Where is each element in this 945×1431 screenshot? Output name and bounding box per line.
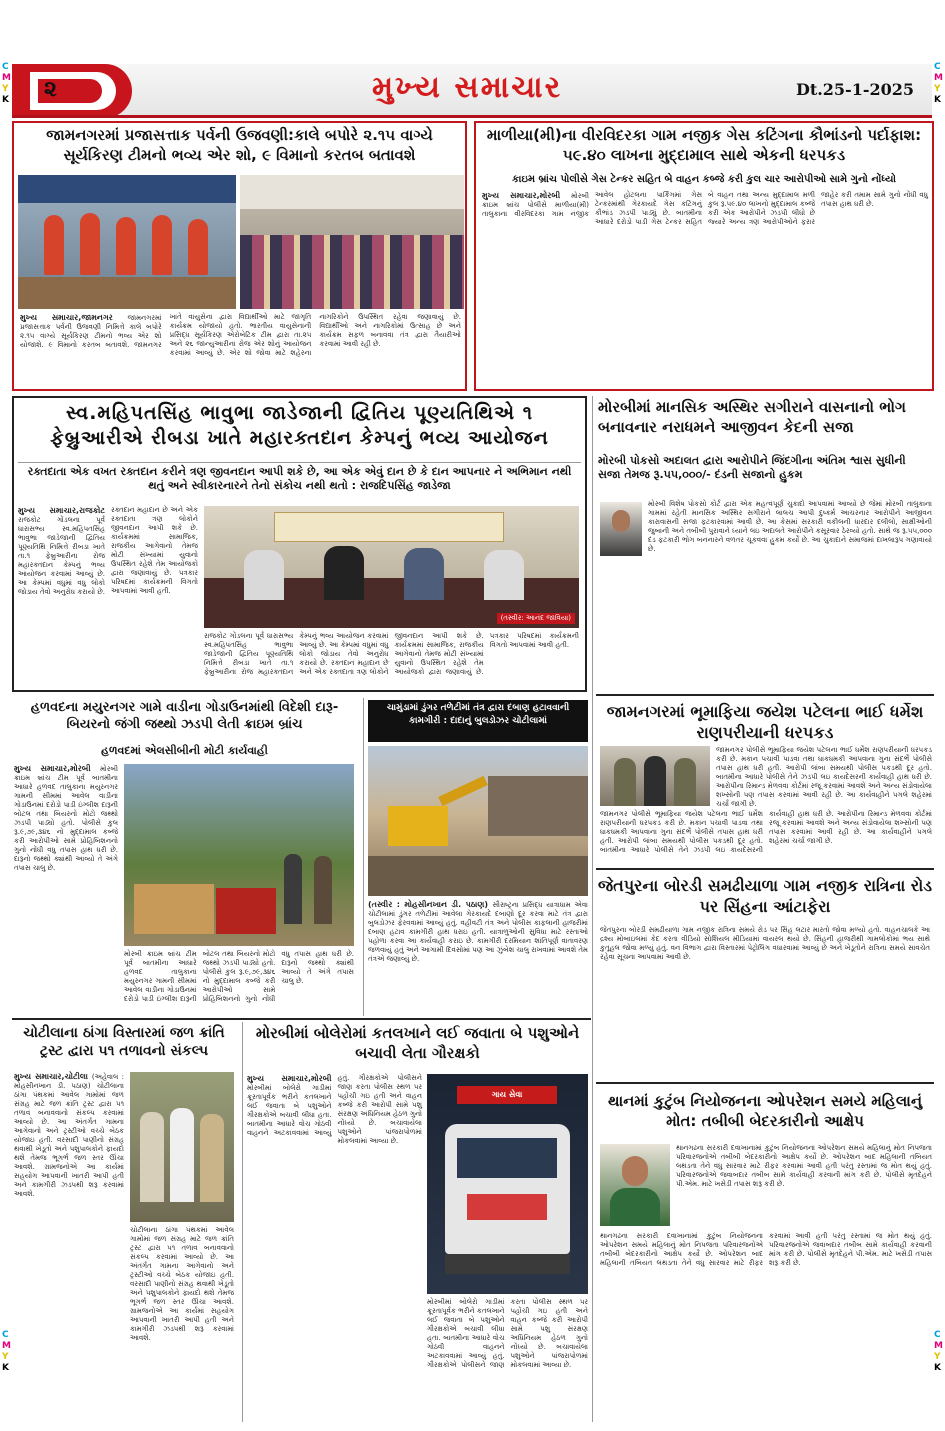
cmyk-c: C [934, 62, 941, 72]
subheadline: મોરબી પોકસો અદાલત દ્વારા આરોપીને જિંદગીના અંતિમ શ્વાસ સુધીની સજા તેમજ રૂ.૫૫,૦૦૦/- દંડની સજાનો હુકમ [598, 454, 906, 482]
article-body-right [427, 1298, 588, 1418]
article-body-right [204, 632, 579, 690]
article-morbi-cattle-rescue [242, 1022, 591, 1422]
headline: જામનગરમાં ભૂમાફિયા જયેશ પટેલના ભાઈ ધર્મેશ રાણપરીયાની ધરપકડ [606, 702, 924, 742]
report-credit: (અહેવાલ : મોહસીનખાન ડી. પઠાણ) [14, 1073, 125, 1090]
photo-trust-meeting [130, 1072, 234, 1222]
headline: ચોટીલાના ઠાંગા વિસ્તારમાં જળ ક્રાંતિ ટ્રસ્ટ દ્વારા ૫૧ તળાવનો સંકલ્પ [23, 1025, 225, 1060]
cmyk-k: K [934, 95, 941, 105]
body-text: ચોટીલાના ઠાંગા પંથકમાં આવેલ ગામોમાં જળ સંગ્રહ માટે જળ ક્રાંતિ ટ્રસ્ટ દ્વારા ૫૧ તળાવ બનાવવાનો સંકલ્પ કરવામાં આવ્યો છે. આ અંતર્ગત ગામના આગેવાનો અને ટ્રસ્ટીઓ વચ્ચે બેઠક યોજાઇ હતી. વરસાદી પાણીનો સંગ્રહ થવાથી ખેડૂતો અને પશુપાલકોને ફાયદો થશે તેમજ ભૂગર્ભ જળ સ્તર ઊંચા આવશે. ગ્રામજનોએ આ કાર્યમાં સહયોગ આપવાની ખાતરી આપી હતી અને કામગીરી ઝડપથી શરૂ કરવામાં આવશે. [14, 1082, 124, 1198]
article-body-bottom [600, 810, 932, 866]
headline: સ્વ.મહિપતસિંહ ભાવુભા જાડેજાની દ્વિતિય પૂણ્યતિથિએ ૧ ફેબ્રુઆરીએ રીબડા ખાતે મહારક્તદાન કેમ્પનું ભવ્ય આયોજન [50, 402, 549, 449]
cmyk-m: M [2, 1341, 11, 1351]
article-body-right [124, 950, 354, 1012]
cmyk-marks-right-bottom [934, 1330, 943, 1374]
article-body-right [130, 1226, 234, 1418]
article-jamnagar-airshow [12, 121, 467, 391]
headline: માળીયા(મી)ના વીરવિદરકા ગામ નજીક ગેસ કટિંગના કૌભાંડનો પર્દાફાશ: ૫૯.૪૦ લાખના મુદ્દામાલ સાથે એકની ધરપકડ [486, 126, 922, 164]
article-chotila-demolition [363, 698, 591, 1016]
body-text: જામનગર પોલીસે ભૂમાફિયા જયેશ પટેલના ભાઈ ધર્મેશ રાણપરીયાની ધરપકડ કરી છે. મકાન પચાવી પાડવા તથા ધાકધમકી આપવાના ગુના સંદર્ભે પોલીસે તપાસ હાથ ધરી હતી. આરોપી લાંબા સમયથી પોલીસ પકડથી દૂર હતો. બાતમીના આધારે પોલીસે તેને ઝડપી લઇ કાયદેસરની કાર્યવાહી હાથ ધરી છે. આરોપીના રિમાન્ડ મેળવવા કોર્ટમાં રજૂ કરવામાં આવશે અને અન્ય સંડોવાયેલા શખ્સોની પણ તપાસ કરવામાં આવી રહી છે. આ કાર્યવાહીને પગલે શહેરમાં ચર્ચા જાગી છે. [600, 810, 932, 854]
article-morbi-pocso-verdict [596, 396, 934, 696]
article-body-top [716, 746, 932, 806]
photo-audience [240, 175, 464, 309]
body-text: મોરબી ક્રાઇમ બ્રાંચ ટીમ પૂર્વ બાતમીના આધારે હળવદ તાલુકાના મયુરનગર ગામની સીમમાં આવેલ વાડીના ગોડાઉનમાં દરોડો પાડી ઇંગ્લીશ દારૂની બોટલ તથા બિયરનો મોટો જથ્થો ઝડપી પાડ્યો હતો. પોલીસે કુલ રૂ.૯,૭૯,૩૪૬ નો મુદ્દામાલ કબ્જે કરી આરોપીઓ સામે પ્રોહિબિશનનો ગુનો નોંધી વધુ તપાસ હાથ ધરી છે. દારૂનો જથ્થો ક્યાંથી આવ્યો તે અંગે તપાસ ચાલુ છે. [124, 950, 354, 1003]
cmyk-marks-left-bottom [2, 1330, 11, 1374]
article-than-surgery-death [596, 1090, 934, 1422]
body-text: થાનગઢના સરકારી દવાખાનામાં કુટુંબ નિયોજનના ઓપરેશન સમયે મહિલાનું મોત નિપજતા પરિવારજનોએ તબીબી બેદરકારીનો આક્ષેપ કર્યો છે. ઓપરેશન બાદ મહિલાની તબિયત લથડતા તેને વધુ સારવાર માટે રીફર કરવામાં આવી હતી પરંતુ રસ્તામાં જ મોત થયું હતું. પરિવારજનોએ જવાબદાર તબીબ સામે કાર્યવાહી કરવાની માંગ કરી છે. પોલીસે મૃતદેહને પી.એમ. માટે ખસેડી તપાસ શરૂ કરી છે. [600, 1232, 932, 1267]
article-jetpur-lion [596, 874, 934, 1084]
article-body-left [14, 764, 118, 1012]
photo-pilots [18, 175, 236, 309]
byline: મુખ્ય સમાચાર,મોરબી [482, 191, 572, 200]
article-halvad-liquor-raid [12, 698, 357, 1016]
article-ribada-blood-camp [12, 396, 587, 692]
headline: મોરબીમાં માનસિક અસ્થિર સગીરાને વાસનાનો ભોગ બનાવનાર નરાધમને આજીવન કેદની સજા [598, 398, 906, 436]
article-jamnagar-arrest [596, 700, 934, 870]
byline: મુખ્ય સમાચાર,મોરબી [14, 764, 101, 773]
article-body-left [18, 506, 198, 690]
swoosh-logo [12, 64, 132, 118]
byline: મુખ્ય સમાચાર,ચોટીલા [14, 1072, 92, 1081]
photo-accused-police [600, 746, 710, 806]
cmyk-marks-left [2, 62, 11, 106]
photo-rescue-vehicle [427, 1074, 588, 1294]
cmyk-m: M [2, 73, 11, 83]
body-text: મોરબી ક્રાઇમ બ્રાંચ પોલીસે માળીયા(મી) તાલુકાના વીરવિદરકા ગામ નજીક આવેલ હોટલના પાર્કિંગમાં ગેસ ટેન્કરમાંથી ગેરકાયદે ગેસ કટિંગનું કૌભાંડ ઝડપી પાડ્યું છે. બાતમીના આધારે દરોડો પાડી ગેસ ટેન્કર સહિત બે વાહન તથા અન્ય મુદ્દામાલ મળી કુલ રૂ.૫૯.૪૦ લાખનો મુદ્દામાલ કબ્જે કરી એક આરોપીને ઝડપી લીધો છે જ્યારે અન્ય ત્રણ આરોપીઓને ફરાર જાહેર કરી તમામ સામે ગુનો નોંધી વધુ તપાસ હાથ ધરી છે. [482, 191, 928, 226]
article-chotila-ponds [12, 1022, 236, 1422]
byline: મુખ્ય સમાચાર,રાજકોટ [18, 506, 105, 515]
page-masthead [12, 64, 932, 118]
cmyk-c: C [2, 1330, 9, 1340]
subheadline: હળવદમાં એલસીબીની મોટી કાર્યવાહી [101, 744, 268, 757]
page-number: ૨ [44, 76, 57, 102]
headline: જામનગરમાં પ્રજાસત્તાક પર્વની ઉજવણી:કાલે બપોરે ૨.૧૫ વાગ્યે સૂર્યકિરણ ટીમનો ભવ્ય એર શો, ૯ વિમાનો કરતબ બતાવશે [46, 126, 433, 164]
photo-caption: (તસ્વીર : મોહસીનખાન ડી. પઠાણ) [368, 900, 493, 909]
cmyk-c: C [2, 62, 9, 72]
body-text: ચોટીલાના ઠાંગા પંથકમાં આવેલ ગામોમાં જળ સંગ્રહ માટે જળ ક્રાંતિ ટ્રસ્ટ દ્વારા ૫૧ તળાવ બનાવવાનો સંકલ્પ કરવામાં આવ્યો છે. આ અંતર્ગત ગામના આગેવાનો અને ટ્રસ્ટીઓ વચ્ચે બેઠક યોજાઇ હતી. વરસાદી પાણીનો સંગ્રહ થવાથી ખેડૂતો અને પશુપાલકોને ફાયદો થશે તેમજ ભૂગર્ભ જળ સ્તર ઊંચા આવશે. ગ્રામજનોએ આ કાર્યમાં સહયોગ આપવાની ખાતરી આપી હતી અને કામગીરી ઝડપથી શરૂ કરવામાં આવશે. [130, 1226, 234, 1342]
photo-press-conference [204, 506, 579, 628]
article-body-bottom [600, 1232, 932, 1418]
subheadline: કાઇમ બ્રાંચ પોલીસે ગેસ ટેન્કર સહિત બે વાહન કબ્જે કરી કુલ ચાર આરોપીઓ સામે ગુનો નોંધ્યો [512, 174, 896, 185]
body-text: રાજકોટ ગોંડલના પૂર્વ ધારાસભ્ય સ્વ.મહિપતસિંહ ભાવુભા જાડેજાની દ્વિતિય પૂણ્યતિથિ નિમિત્તે રીબડા ખાતે તા.૧ ફેબ્રુઆરીના રોજ મહારક્તદાન કેમ્પનું ભવ્ય આયોજન કરવામાં આવ્યું છે. આ કેમ્પમાં વધુમાં વધુ લોકો જોડાય તેવો અનુરોધ કરાયો છે. રક્તદાન મહાદાન છે અને એક રક્તદાતા ત્રણ લોકોને જીવનદાન આપી શકે છે. કાર્યક્રમમાં સામાજિક, રાજકીય આગેવાનો તેમજ મોટી સંખ્યામાં યુવાનો ઉપસ્થિત રહેશે તેમ આયોજકો દ્વારા જણાવાયું છે. પત્રકાર પરિષદમાં કાર્યક્રમની વિગતો આપવામાં આવી હતી. [18, 506, 198, 596]
body-text: રાજકોટ ગોંડલના પૂર્વ ધારાસભ્ય સ્વ.મહિપતસિંહ ભાવુભા જાડેજાની દ્વિતિય પૂણ્યતિથિ નિમિત્તે રીબડા ખાતે તા.૧ ફેબ્રુઆરીના રોજ મહારક્તદાન કેમ્પનું ભવ્ય આયોજન કરવામાં આવ્યું છે. આ કેમ્પમાં વધુમાં વધુ લોકો જોડાય તેવો અનુરોધ કરાયો છે. રક્તદાન મહાદાન છે અને એક રક્તદાતા ત્રણ લોકોને જીવનદાન આપી શકે છે. કાર્યક્રમમાં સામાજિક, રાજકીય આગેવાનો તેમજ મોટી સંખ્યામાં યુવાનો ઉપસ્થિત રહેશે તેમ આયોજકો દ્વારા જણાવાયું છે. પત્રકાર પરિષદમાં કાર્યક્રમની વિગતો આપવામાં આવી હતી. [204, 632, 579, 676]
headline: હળવદના મયુરનગર ગામે વાડીના ગોડાઉનમાંથી વિદેશી દારૂ-બિયરનો જંગી જથ્થો ઝડપી લેતી ક્રાઇમ બ્રાંચ [30, 700, 339, 732]
article-body [368, 900, 588, 1012]
byline: મુખ્ય સમાચાર,જામનગર [20, 313, 128, 322]
cmyk-m: M [934, 73, 943, 83]
cmyk-m: M [934, 1341, 943, 1351]
article-body-left [247, 1074, 422, 1418]
article-body [482, 191, 928, 387]
cmyk-c: C [934, 1330, 941, 1340]
victim-photo [600, 1144, 670, 1226]
headline: જેતપુરના બોરડી સમઢીયાળા ગામ નજીક રાત્રિના રોડ પર સિંહના આંટાફેરા [598, 876, 932, 916]
body-text: જેતપુરના બોરડી સમઢીયાળા ગામ નજીક રાત્રિના સમયે રોડ પર સિંહ લટાર મારતો જોવા મળ્યો હતો. વાહનચાલકે આ દ્રશ્ય મોબાઇલમાં કેદ કરતા વીડિયો સોશિયલ મીડિયામાં વાયરલ થયો છે. સિંહની હાજરીથી ગામલોકોમાં ભય સાથે કુતૂહલ જોવા મળ્યું હતું. વન વિભાગ દ્વારા વિસ્તારમાં પેટ્રોલિંગ વધારવામાં આવ્યું છે અને ખેડૂતોને રાત્રિના સમયે સાવચેત રહેવા સૂચના આપવામાં આવી છે. [600, 926, 930, 961]
photo-caption: (તસ્વીર: આનંદ જાવિયા) [497, 613, 575, 624]
article-body [648, 500, 932, 690]
body-text: મોરબી વિશેષ પોકસો કોર્ટ દ્વારા એક મહત્વપૂર્ણ ચુકાદો આપવામાં આવ્યો છે જેમાં મોરબી તાલુકાના ગામમાં રહેતી માનસિક અસ્થિર સગીરાને લાલચ આપી દુષ્કર્મ આચરનાર આરોપીને આજીવન કારાવાસની સજા ફટકારવામાં આવી છે. આ કેસમાં સરકારી વકીલની ધારદાર દલીલો, સાક્ષીઓની જુબાની અને તબીબી પુરાવાને ધ્યાને લઇ અદાલતે આરોપીને કસૂરવાર ઠેરવ્યો હતો. સાથે જ રૂ.૫૫,૦૦૦ દંડ ફટકારી ભોગ બનનારને વળતર ચૂકવવા હુકમ કર્યો છે. આ ચુકાદાને સમાજમાં દાખલારૂપ ગણાવાયો છે. [648, 500, 932, 553]
photo-bulldozer [368, 746, 588, 896]
cmyk-k: K [2, 95, 9, 105]
vehicle-banner: ગાય સેવા [457, 1086, 557, 1104]
accused-photo [600, 502, 642, 556]
cmyk-marks-right [934, 62, 943, 106]
headline: થાનમાં કુટુંબ નિયોજનના ઓપરેશન સમયે મહિલાનું મોત: તબીબી બેદરકારીનો આક્ષેપ [607, 1092, 923, 1130]
cmyk-y: Y [934, 1352, 941, 1362]
body-text: થાનગઢના સરકારી દવાખાનામાં કુટુંબ નિયોજનના ઓપરેશન સમયે મહિલાનું મોત નિપજતા પરિવારજનોએ તબીબી બેદરકારીનો આક્ષેપ કર્યો છે. ઓપરેશન બાદ મહિલાની તબિયત લથડતા તેને વધુ સારવાર માટે રીફર કરવામાં આવી હતી પરંતુ રસ્તામાં જ મોત થયું હતું. પરિવારજનોએ જવાબદાર તબીબ સામે કાર્યવાહી કરવાની માંગ કરી છે. પોલીસે મૃતદેહને પી.એમ. માટે ખસેડી તપાસ શરૂ કરી છે. [676, 1144, 932, 1188]
byline: મુખ્ય સમાચાર,મોરબી [247, 1074, 332, 1083]
body-text: મોરબીમાં બોલેરો ગાડીમાં ક્રૂરતાપૂર્વક ભરીને કતલખાને લઈ જવાતા બે પશુઓને ગૌરક્ષકોએ બચાવી લીધા હતા. બાતમીના આધારે વોચ ગોઠવી વાહનને અટકાવવામાં આવ્યું હતું. ગૌરક્ષકોએ પોલીસને જાણ કરતા પોલીસ સ્થળ પર પહોંચી ગઇ હતી અને વાહન કબ્જે કરી આરોપી સામે પશુ સંરક્ષણ અધિનિયમ હેઠળ ગુનો નોંધ્યો છે. બચાવાયેલા પશુઓને પાંજરાપોળમાં મોકલવામાં આવ્યા છે. [247, 1074, 422, 1145]
headline: મોરબીમાં બોલેરોમાં કતલખાને લઈ જવાતા બે પશુઓને બચાવી લેતા ગૌરક્ષકો [255, 1024, 580, 1062]
body-text: સૌરાષ્ટ્રના પ્રસિદ્ધ યાત્રાધામ એવા ચોટીલામાં ડુંગર તળેટીમાં આવેલા ગેરકાયદે દબાણો દૂર કરવા માટે તંત્ર દ્વારા બુલડોઝર ફેરવવામાં આવ્યું હતું. વહીવટી તંત્ર અને પોલીસ કાફલાની હાજરીમાં દબાણ હટાવ કામગીરી હાથ ધરાઇ હતી. યાત્રાળુઓની સુવિધા માટે રસ્તાઓ પહોળા કરવા આ કાર્યવાહી કરાઇ છે. કામગીરી દરમિયાન શાંતિપૂર્ણ વાતાવરણ જળવાયું હતું અને આગામી દિવસોમાં પણ આ ઝુંબેશ ચાલુ રાખવામાં આવશે તેમ તંત્રએ જણાવ્યું છે. [368, 901, 588, 963]
column-rule [592, 396, 593, 1422]
cmyk-k: K [934, 1363, 941, 1373]
article-body [20, 313, 461, 387]
section-divider [12, 1018, 591, 1020]
cmyk-y: Y [2, 84, 9, 94]
body-text: જામનગર પોલીસે ભૂમાફિયા જયેશ પટેલના ભાઈ ધર્મેશ રાણપરીયાની ધરપકડ કરી છે. મકાન પચાવી પાડવા તથા ધાકધમકી આપવાના ગુના સંદર્ભે પોલીસે તપાસ હાથ ધરી હતી. આરોપી લાંબા સમયથી પોલીસ પકડથી દૂર હતો. બાતમીના આધારે પોલીસે તેને ઝડપી લઇ કાયદેસરની કાર્યવાહી હાથ ધરી છે. આરોપીના રિમાન્ડ મેળવવા કોર્ટમાં રજૂ કરવામાં આવશે અને અન્ય સંડોવાયેલા શખ્સોની પણ તપાસ કરવામાં આવી રહી છે. આ કાર્યવાહીને પગલે શહેરમાં ચર્ચા જાગી છે. [716, 746, 932, 808]
cmyk-k: K [2, 1363, 9, 1373]
section-title: મુખ્ય સમાચાર [372, 70, 563, 105]
cmyk-y: Y [2, 1352, 9, 1362]
headline: ચામુંડામાં ડુંગર તળેટીમાં તંત્ર દ્વારા દબાણ હટાવવાની કામગીરી : દાદાનું બુલડોઝર ચોટીલામાં [368, 700, 588, 742]
body-text: જામનગરમાં પ્રજાસત્તાક પર્વની ઉજવણી નિમિત્તે કાલે બપોરે ૨.૧૫ વાગ્યે સૂર્યકિરણ ટીમનો ભવ્ય એર શો યોજાશે. ૯ વિમાનો કરતબ બતાવશે. જામનગર ખાતે વાયુસેના દ્વારા વિદ્યાર્થીઓ માટે જાગૃતિ કાર્યક્રમ યોજાયો હતો. ભારતીય વાયુસેનાની પ્રસિદ્ધ સૂર્યકિરણ એરોબેટિક ટીમ દ્વારા તા.૨૫ અને ૨૬ જાન્યુઆરીના રોજ એર શોનું આયોજન કરવામાં આવ્યું છે. એર શો જોવા માટે શહેરના નાગરિકોને ઉપસ્થિત રહેવા જણાવાયું છે. વિદ્યાર્થીઓ અને નાગરિકોમાં ઉત્સાહ છે અને કાર્યક્રમ સફળ બનાવવા તંત્ર દ્વારા તૈયારીઓ કરવામાં આવી રહી છે. [20, 313, 461, 357]
article-malia-gas-scam [474, 121, 934, 391]
pull-quote: રક્તદાતા એક વખત રક્તદાન કરીને ત્રણ જીવનદાન આપી શકે છે, આ એક એવું દાન છે કે દાન આપનાર ને અભિમાન નથી થતું અને સ્વીકારનારને તેનો સંકોચ નથી થતો : રાજદિપસિંહ જાડેજા [18, 462, 581, 494]
cmyk-y: Y [934, 84, 941, 94]
issue-date: Dt.25-1-2025 [795, 80, 914, 99]
article-body-left [14, 1072, 124, 1418]
article-body-top [676, 1144, 932, 1228]
article-body [600, 926, 930, 1078]
photo-seized-liquor [124, 764, 354, 946]
body-text: મોરબી ક્રાઇમ બ્રાંચ ટીમ પૂર્વ બાતમીના આધારે હળવદ તાલુકાના મયુરનગર ગામની સીમમાં આવેલ વાડીના ગોડાઉનમાં દરોડો પાડી ઇંગ્લીશ દારૂની બોટલ તથા બિયરનો મોટો જથ્થો ઝડપી પાડ્યો હતો. પોલીસે કુલ રૂ.૯,૭૯,૩૪૬ નો મુદ્દામાલ કબ્જે કરી આરોપીઓ સામે પ્રોહિબિશનનો ગુનો નોંધી વધુ તપાસ હાથ ધરી છે. દારૂનો જથ્થો ક્યાંથી આવ્યો તે અંગે તપાસ ચાલુ છે. [14, 765, 118, 872]
body-text: મોરબીમાં બોલેરો ગાડીમાં ક્રૂરતાપૂર્વક ભરીને કતલખાને લઈ જવાતા બે પશુઓને ગૌરક્ષકોએ બચાવી લીધા હતા. બાતમીના આધારે વોચ ગોઠવી વાહનને અટકાવવામાં આવ્યું હતું. ગૌરક્ષકોએ પોલીસને જાણ કરતા પોલીસ સ્થળ પર પહોંચી ગઇ હતી અને વાહન કબ્જે કરી આરોપી સામે પશુ સંરક્ષણ અધિનિયમ હેઠળ ગુનો નોંધ્યો છે. બચાવાયેલા પશુઓને પાંજરાપોળમાં મોકલવામાં આવ્યા છે. [427, 1298, 588, 1369]
